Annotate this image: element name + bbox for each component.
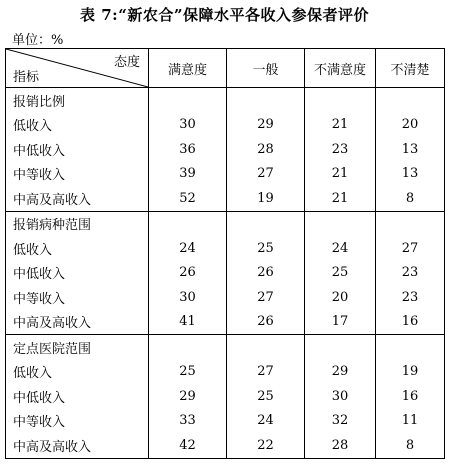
table-row [6, 186, 445, 211]
table-row [6, 285, 445, 310]
value-cell: 21 [305, 186, 376, 211]
row-label: 低收入 [6, 113, 149, 138]
value-cell: 11 [376, 409, 445, 434]
table-row [6, 137, 445, 162]
value-cell: 21 [305, 113, 376, 138]
value-cell: 33 [149, 409, 227, 434]
value-cell: 24 [305, 236, 376, 261]
value-cell: 21 [305, 162, 376, 187]
table-row [6, 162, 445, 187]
row-label: 中等收入 [6, 285, 149, 310]
value-cell: 29 [227, 113, 305, 138]
value-cell: 25 [149, 360, 227, 385]
table-row [6, 236, 445, 261]
empty-cell [149, 211, 227, 236]
row-label: 中高及高收入 [6, 433, 149, 458]
value-cell: 20 [305, 285, 376, 310]
empty-cell [227, 88, 305, 113]
value-cell: 24 [227, 409, 305, 434]
empty-cell [376, 335, 445, 360]
row-label: 中低收入 [6, 384, 149, 409]
value-cell: 27 [227, 360, 305, 385]
row-label: 中等收入 [6, 162, 149, 187]
value-cell: 30 [149, 285, 227, 310]
value-cell: 36 [149, 137, 227, 162]
value-cell: 29 [149, 384, 227, 409]
value-cell: 41 [149, 310, 227, 335]
empty-cell [376, 88, 445, 113]
empty-cell [227, 211, 305, 236]
value-cell: 26 [227, 261, 305, 286]
group-header-row [6, 211, 445, 236]
table-title: 表 7:“新农合”保障水平各收入参保者评价 [80, 6, 369, 24]
column-header-neutral: 一般 [227, 49, 305, 88]
row-label: 中低收入 [6, 137, 149, 162]
corner-header-cell [6, 49, 149, 88]
empty-cell [227, 335, 305, 360]
value-cell: 30 [149, 113, 227, 138]
row-label: 低收入 [6, 236, 149, 261]
empty-cell [305, 211, 376, 236]
value-cell: 16 [376, 384, 445, 409]
value-cell: 26 [149, 261, 227, 286]
table-body [6, 88, 445, 459]
value-cell: 20 [376, 113, 445, 138]
value-cell: 23 [305, 137, 376, 162]
value-cell: 8 [376, 433, 445, 458]
table-row [6, 360, 445, 385]
value-cell: 29 [305, 360, 376, 385]
value-cell: 52 [149, 186, 227, 211]
value-cell: 13 [376, 162, 445, 187]
row-label: 低收入 [6, 360, 149, 385]
value-cell: 16 [376, 310, 445, 335]
table-row [6, 384, 445, 409]
value-cell: 19 [376, 360, 445, 385]
header-row [6, 49, 445, 88]
table-row [6, 113, 445, 138]
group-name: 报销比例 [6, 88, 149, 113]
table-row [6, 310, 445, 335]
group-name: 报销病种范围 [6, 211, 149, 236]
value-cell: 28 [305, 433, 376, 458]
value-cell: 28 [227, 137, 305, 162]
value-cell: 27 [227, 162, 305, 187]
row-label: 中低收入 [6, 261, 149, 286]
value-cell: 17 [305, 310, 376, 335]
row-label: 中等收入 [6, 409, 149, 434]
unit-label: 单位：% [12, 33, 64, 48]
value-cell: 24 [149, 236, 227, 261]
value-cell: 42 [149, 433, 227, 458]
group-header-row [6, 335, 445, 360]
evaluation-table [5, 48, 445, 459]
value-cell: 27 [376, 236, 445, 261]
group-header-row [6, 88, 445, 113]
corner-indicator-label: 指标 [13, 70, 40, 85]
column-header-satisfied: 满意度 [149, 49, 227, 88]
group-name: 定点医院范围 [6, 335, 149, 360]
column-header-unclear: 不清楚 [376, 49, 445, 88]
value-cell: 27 [227, 285, 305, 310]
table-row [6, 433, 445, 458]
value-cell: 30 [305, 384, 376, 409]
value-cell: 13 [376, 137, 445, 162]
empty-cell [149, 88, 227, 113]
row-label: 中高及高收入 [6, 186, 149, 211]
table-row [6, 261, 445, 286]
column-header-dissatisfied: 不满意度 [305, 49, 376, 88]
row-label: 中高及高收入 [6, 310, 149, 335]
empty-cell [305, 88, 376, 113]
empty-cell [305, 335, 376, 360]
value-cell: 39 [149, 162, 227, 187]
empty-cell [376, 211, 445, 236]
value-cell: 26 [227, 310, 305, 335]
value-cell: 25 [305, 261, 376, 286]
value-cell: 32 [305, 409, 376, 434]
value-cell: 8 [376, 186, 445, 211]
value-cell: 22 [227, 433, 305, 458]
value-cell: 23 [376, 261, 445, 286]
table-row [6, 409, 445, 434]
empty-cell [149, 335, 227, 360]
value-cell: 23 [376, 285, 445, 310]
value-cell: 25 [227, 236, 305, 261]
value-cell: 19 [227, 186, 305, 211]
corner-attitude-label: 态度 [113, 55, 140, 70]
value-cell: 25 [227, 384, 305, 409]
